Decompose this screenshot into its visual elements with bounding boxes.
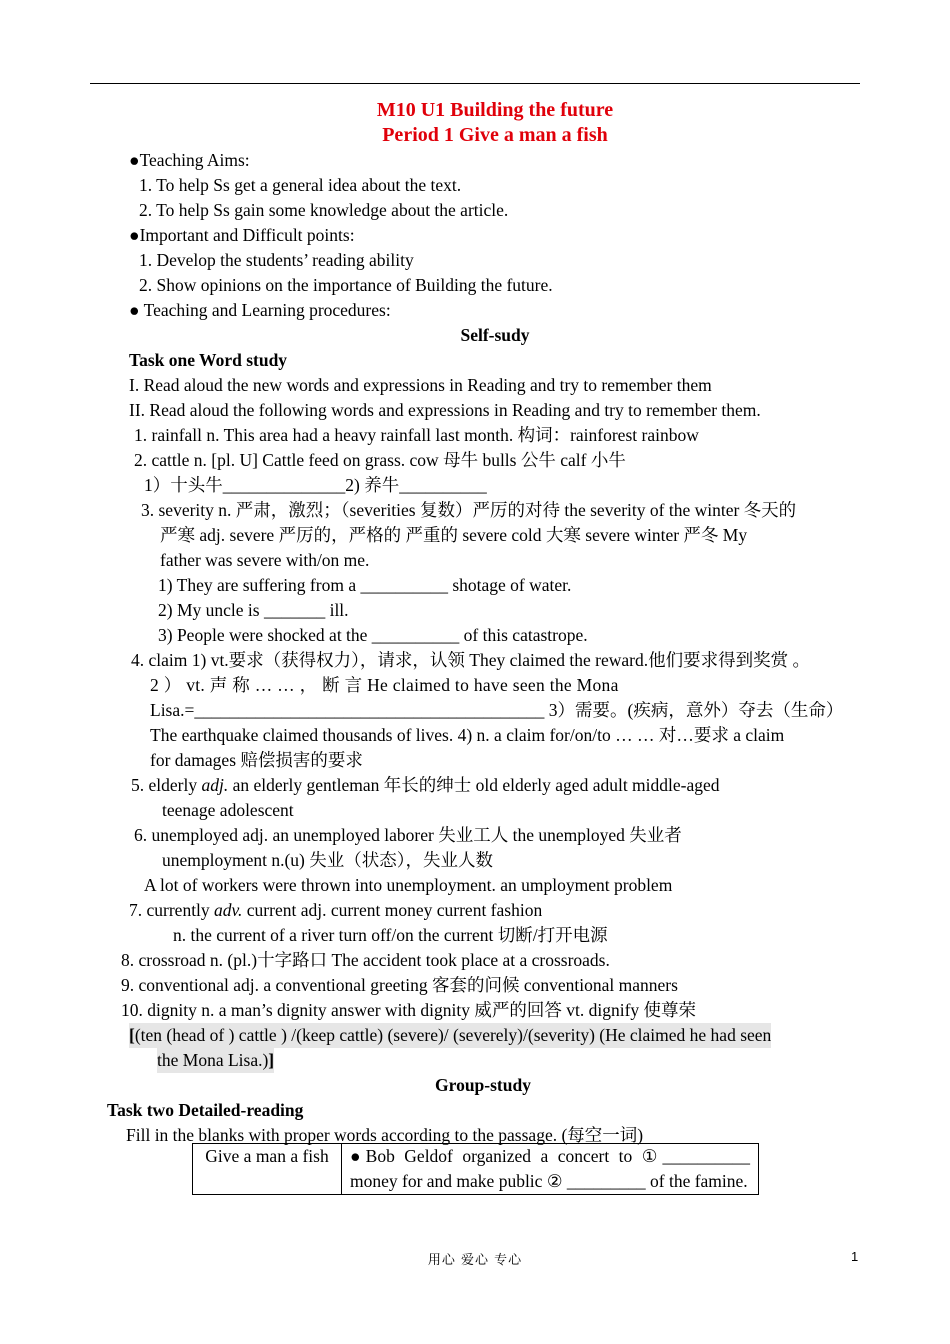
answer-key [157, 1048, 274, 1073]
answer-key-text: (ten (head of ) cattle ) /(keep cattle) (severe)/ (severely)/(severity) (He claimed he had seen [134, 1025, 772, 1045]
task-two-instruction: Fill in the blanks with proper words according to the passage. (每空一词) [126, 1125, 644, 1145]
document-title: M10 U1 Building the future [376, 99, 614, 121]
severity-exercise-3: 3) People were shocked at the __________ of this catastrope. [158, 625, 588, 645]
word-cattle: 2. cattle n. [pl. U] Cattle feed on grass. cow 母牛 bulls 公牛 calf 小牛 [134, 450, 626, 470]
word-elderly-text: 5. elderly [131, 775, 202, 795]
word-currently-text: current adj. current money current fashion [242, 900, 543, 920]
word-unemployed: 6. unemployed adj. an unemployed laborer 失业工人 the unemployed 失业者 [134, 825, 682, 845]
important-points-heading: ●Important and Difficult points: [129, 225, 355, 245]
aim-item: 1. To help Ss get a general idea about the text. [139, 175, 462, 195]
point-item: 1. Develop the students’ reading ability [139, 250, 414, 270]
answer-bracket: [ [129, 1025, 135, 1045]
word-currently-cont: n. the current of a river turn off/on the current 切断/打开电源 [173, 925, 608, 945]
word-currently [129, 898, 542, 923]
word-claim-cont: The earthquake claimed thousands of lives. 4) n. a claim for/on/to … … 对…要求 a claim [150, 725, 785, 745]
aim-item: 2. To help Ss gain some knowledge about the article. [139, 200, 509, 220]
teaching-aims-heading: ●Teaching Aims: [129, 150, 250, 170]
word-claim: 4. claim 1) vt.要求（获得权力），请求，认领 They claimed the reward.他们要求得到奖赏 。 [131, 650, 810, 670]
word-claim-cont: for damages 赔偿损害的要求 [150, 750, 363, 770]
instruction-1: I. Read aloud the new words and expressions in Reading and try to remember them [129, 375, 712, 395]
page-footer: 用心 爱心 专心 [427, 1253, 523, 1268]
answer-key [129, 1023, 771, 1048]
word-unemployed-cont: unemployment n.(u) 失业（状态），失业人数 [162, 850, 494, 870]
word-elderly-cont: teenage adolescent [162, 800, 294, 820]
word-cattle-exercise: 1）十头牛______________2) 养牛__________ [144, 475, 487, 495]
task-one-heading: Task one Word study [129, 350, 288, 370]
word-severity-cont: 严寒 adj. severe 严厉的，严格的 严重的 severe cold 大寒 severe winter 严冬 My [160, 525, 748, 545]
document-subtitle: Period 1 Give a man a fish [382, 124, 608, 146]
table-cell-topic: Give a man a fish [193, 1144, 342, 1195]
word-currently-text: 7. currently [129, 900, 215, 920]
procedures-heading: ● Teaching and Learning procedures: [129, 300, 391, 320]
reading-table [192, 1143, 759, 1195]
pos-label: adv. [214, 900, 243, 920]
self-study-heading: Self-sudy [460, 325, 530, 345]
task-two-heading: Task two Detailed-reading [107, 1100, 304, 1120]
word-elderly [131, 773, 720, 798]
point-item: 2. Show opinions on the importance of Building the future. [139, 275, 553, 295]
pos-label: adj. [201, 775, 229, 795]
word-rainfall: 1. rainfall n. This area had a heavy rainfall last month. 构词：rainforest rainbow [134, 425, 699, 445]
severity-exercise-2: 2) My uncle is _______ ill. [158, 600, 349, 620]
answer-key-text: the Mona Lisa.) [157, 1050, 269, 1070]
page-number: 1 [851, 1249, 859, 1264]
word-conventional: 9. conventional adj. a conventional greeting 客套的问候 conventional manners [121, 975, 678, 995]
word-dignity: 10. dignity n. a man’s dignity answer with dignity 威严的回答 vt. dignify 使尊荣 [121, 1000, 697, 1020]
table-cell-content: ●Bob Geldof organized a concert to ①__________ money for and make public ② _________ of the famine. [342, 1144, 759, 1195]
instruction-2: II. Read aloud the following words and expressions in Reading and try to remember them. [129, 400, 761, 420]
word-severity-cont: father was severe with/on me. [160, 550, 370, 570]
table-row [193, 1144, 759, 1195]
severity-exercise-1: 1) They are suffering from a __________ shotage of water. [158, 575, 572, 595]
word-crossroad: 8. crossroad n. (pl.)十字路口 The accident took place at a crossroads. [121, 950, 610, 970]
header-rule [90, 83, 860, 84]
word-claim-cont: Lisa.=________________________________________ 3）需要。(疾病，意外）夺去（生命） [150, 700, 844, 720]
word-severity: 3. severity n. 严肃，激烈；（severities 复数）严厉的对待 the severity of the winter 冬天的 [141, 500, 797, 520]
word-unemployed-example: A lot of workers were thrown into unemployment. an umployment problem [144, 875, 673, 895]
group-study-heading: Group-study [435, 1075, 531, 1095]
word-elderly-text: an elderly gentleman 年长的绅士 old elderly aged adult middle-aged [228, 775, 720, 795]
answer-bracket: ] [268, 1050, 275, 1070]
word-claim-cont: 2 ） vt. 声 称 … … ， 断 言 He claimed to have seen the Mona [150, 675, 619, 695]
